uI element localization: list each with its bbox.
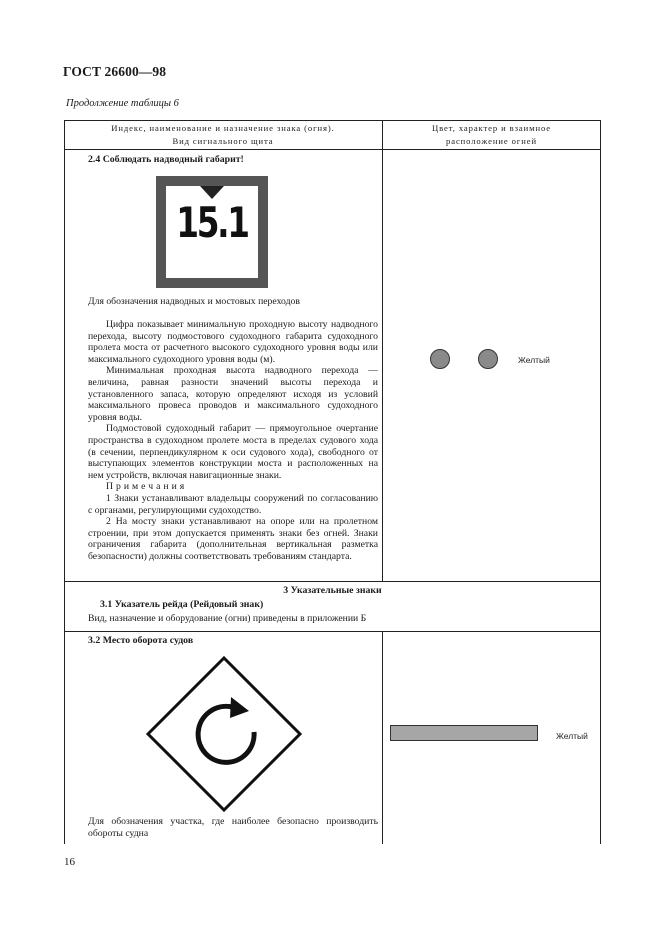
clearance-sign-number: 15.1 [176, 198, 248, 247]
header-rule [64, 149, 601, 150]
item-2-4-title: 2.4 Соблюдать надводный габарит! [88, 154, 244, 165]
yellow-light-right [478, 349, 498, 369]
notes-title: Примечания [106, 481, 188, 493]
rule-before-item-3-2 [64, 631, 601, 632]
document-code: ГОСТ 26600—98 [63, 64, 167, 79]
header-right-line2: расположение огней [446, 136, 537, 146]
header-left [64, 122, 382, 148]
yellow-light-bar [390, 725, 538, 741]
note-item: 1 Знаки устанавливают владельцы сооружений по согласованию с органами, регулирующими судоходство. [88, 492, 378, 516]
table-continuation-label: Продолжение таблицы 6 [66, 98, 179, 109]
signs-table [64, 120, 601, 844]
column-divider-top [382, 121, 383, 581]
clearance-sign [156, 176, 268, 288]
turning-place-sign [144, 654, 304, 814]
column-divider-bottom [382, 631, 383, 844]
header-right [383, 122, 600, 148]
item-2-4-paragraph: Цифра показывает минимальную проходную высоту надводного перехода, высоту подмостового судоходного габарита судоходного пролета моста от расчетного высокого судоходного уровня воды или максимального судоходного уровня воды (м). [88, 319, 378, 365]
section-3-title: 3 Указательные знаки [283, 585, 382, 596]
item-3-2-title: 3.2 Место оборота судов [88, 635, 194, 646]
item-2-4-body [88, 319, 378, 562]
table-border-left [64, 121, 65, 844]
item-2-4-caption: Для обозначения надводных и мостовых переходов [88, 296, 300, 307]
header-right-line1: Цвет, характер и взаимное [432, 123, 551, 133]
clearance-sign-face [166, 186, 258, 278]
page-number: 16 [64, 856, 75, 868]
item-3-2-caption: Для обозначения участка, где наиболее безопасно производить обороты судна [88, 816, 378, 839]
header-left-line2: Вид сигнального щита [172, 136, 274, 146]
rule-before-section-3 [64, 581, 601, 582]
note-item: 2 На мосту знаки устанавливают на опоре или на пролетном строении, при этом допускается применять знаки без огней. Знаки ограничения габарита (дополнительная вертикальная разметка безопасности) должны соответствовать требованиям стандарта. [88, 516, 378, 562]
light-color-label: Желтый [556, 731, 588, 741]
table-border-right [600, 121, 601, 844]
light-color-label: Желтый [518, 355, 550, 365]
item-2-4-paragraph: Подмостовой судоходный габарит — прямоугольное очертание пространства в судоходном пролете моста в пределах судового хода (в сечении, перпендикулярном к оси судового хода), свободного от выступающих элементов конструкции моста и расположенных на нем устройств, включая навигационные знаки. [88, 423, 378, 481]
yellow-light-left [430, 349, 450, 369]
header-left-line1: Индекс, наименование и назначение знака (огня). [111, 123, 335, 133]
item-3-1-text: Вид, назначение и оборудование (огни) приведены в приложении Б [88, 613, 367, 624]
item-3-1-title: 3.1 Указатель рейда (Рейдовый знак) [100, 599, 264, 610]
sign-diamond-border [148, 658, 300, 810]
item-2-4-paragraph: Минимальная проходная высота надводного перехода — величина, равная разности значений высоты перехода и установленного запаса, которую определяют исходя из условий максимального провеса проводов и максимального судоходного уровня воды. [88, 365, 378, 423]
